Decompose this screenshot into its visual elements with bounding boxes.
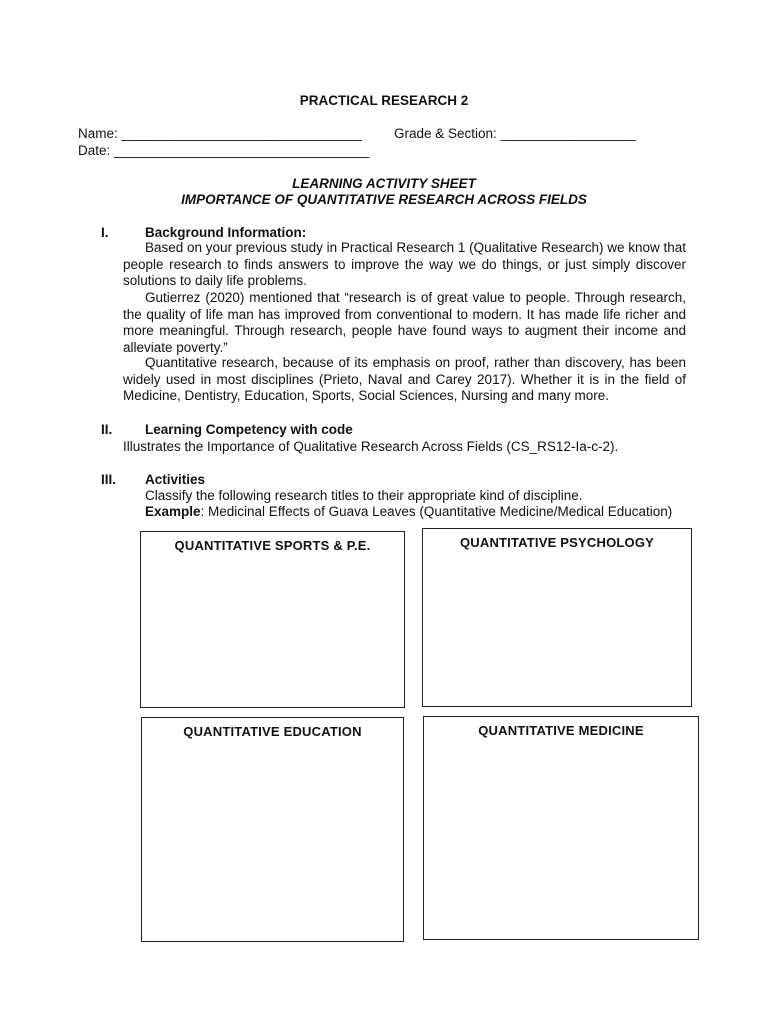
sheet-subtitle: IMPORTANCE OF QUANTITATIVE RESEARCH ACROSS FIELDS (181, 192, 587, 207)
box-label: QUANTITATIVE SPORTS & P.E. (174, 538, 371, 553)
paragraph: Gutierrez (2020) mentioned that “research is of great value to people. Through research, the quality of life man has improved from conventional to modern. It has made life richer and more meaningful. Through research, people have found ways to augment their income and alleviate poverty.” (123, 290, 686, 355)
box-label: QUANTITATIVE MEDICINE (478, 723, 644, 738)
grade-section-field-label: Grade & Section: __________________ (394, 126, 636, 141)
date-field-label: Date: __________________________________ (78, 143, 370, 158)
section-numeral: II. (101, 422, 113, 437)
classification-box-psychology (422, 528, 692, 707)
example-text: : Medicinal Effects of Guava Leaves (Quantitative Medicine/Medical Education) (200, 504, 673, 519)
page-title: PRACTICAL RESEARCH 2 (299, 93, 469, 108)
paragraph: Based on your previous study in Practical Research 1 (Qualitative Research) we know that people research to finds answers to improve the way we do things, or just simply discover solutions to daily life problems. (123, 240, 687, 288)
classification-box-education (141, 717, 404, 942)
section-heading: Background Information: (145, 225, 307, 240)
competency-text: Illustrates the Importance of Qualitative Research Across Fields (CS_RS12-Ia-c-2). (123, 439, 619, 454)
section-heading: Activities (145, 472, 206, 487)
sheet-title: LEARNING ACTIVITY SHEET (292, 176, 476, 191)
example-line (145, 504, 672, 519)
example-label: Example (145, 504, 201, 519)
section-numeral: III. (101, 472, 117, 487)
name-field-label: Name: ________________________________ (78, 126, 362, 141)
box-label: QUANTITATIVE PSYCHOLOGY (459, 535, 655, 550)
box-label: QUANTITATIVE EDUCATION (183, 724, 362, 739)
classification-box-medicine (423, 716, 699, 940)
paragraph: Quantitative research, because of its emphasis on proof, rather than discovery, has been widely used in most disciplines (Prieto, Naval and Carey 2017). Whether it is in the field of Medicine, Dentistry, Education, Sports, Social Sciences, Nursing and many more. (123, 355, 686, 403)
classification-box-sports (140, 531, 405, 708)
section-numeral: I. (101, 225, 109, 240)
activity-instructions: Classify the following research titles to their appropriate kind of discipline. (145, 488, 583, 503)
section-heading: Learning Competency with code (145, 422, 353, 437)
